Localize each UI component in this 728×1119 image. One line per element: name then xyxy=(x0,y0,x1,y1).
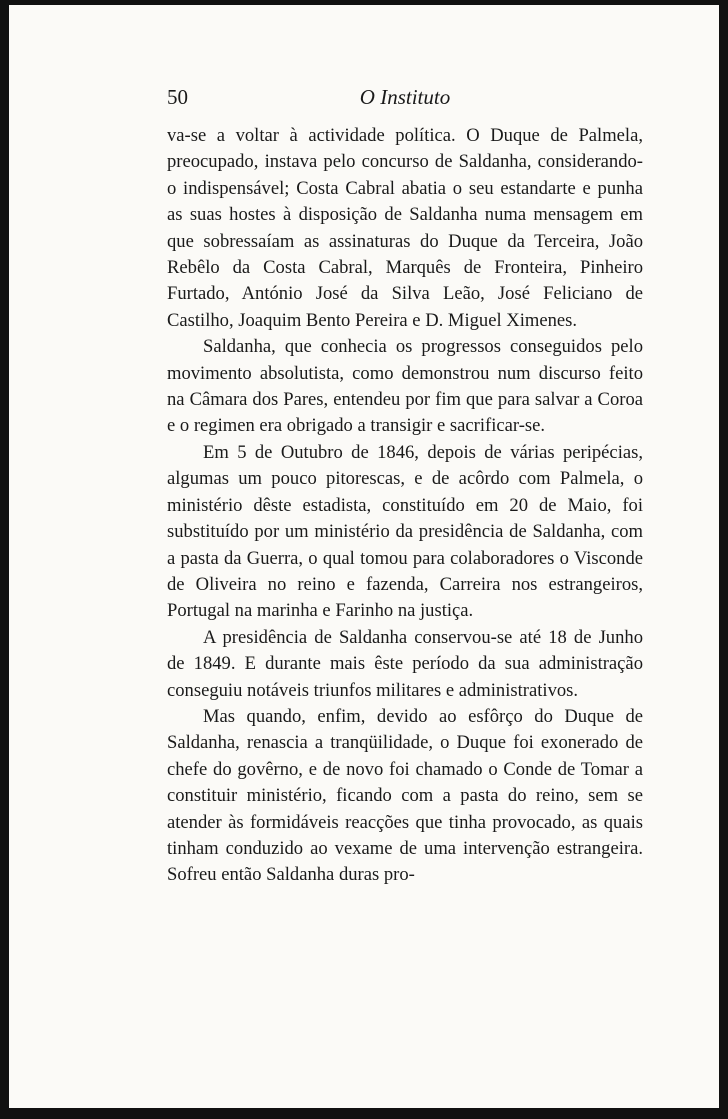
paragraph-1: va-se a voltar à actividade política. O Duque de Palmela, preocupado, instava pelo concurso de Saldanha, considerando-o indispensável; Costa Cabral abatia o seu estandarte e punha as suas hostes à disposição de Saldanha numa mensagem em que sobressaíam as assinaturas do Duque da Terceira, João Rebêlo da Costa Cabral, Marquês de Fronteira, Pinheiro Furtado, António José da Silva Leão, José Feliciano de Castilho, Joaquim Bento Pereira e D. Miguel Ximenes. xyxy=(167,125,643,331)
paragraph-2: Saldanha, que conhecia os progressos conseguidos pelo movimento absolutista, como demonstrou num discurso feito na Câmara dos Pares, entendeu por fim que para salvar a Coroa e o regimen era obrigado a transigir e sacrificar-se. xyxy=(167,336,643,437)
paragraph-3: Em 5 de Outubro de 1846, depois de várias peripécias, algumas um pouco pitorescas, e de acôrdo com Palmela, o ministério dêste estadista, constituído em 20 de Maio, foi substituído por um ministério da presidência de Saldanha, com a pasta da Guerra, o qual tomou para colaboradores o Visconde de Oliveira no reino e fazenda, Carreira nos estrangeiros, Portugal na marinha e Farinho na justiça. xyxy=(167,441,643,622)
book-page xyxy=(9,5,719,1108)
paragraph-4: A presidência de Saldanha conservou-se até 18 de Junho de 1849. E durante mais êste período da sua administração conseguiu notáveis triunfos militares e administrativos. xyxy=(167,626,643,701)
paragraph-5: Mas quando, enfim, devido ao esfôrço do Duque de Saldanha, renascia a tranqüilidade, o Duque foi exonerado de chefe do govêrno, e de novo foi chamado o Conde de Tomar a constituir ministério, ficando com a pasta do reino, sem se atender às formidáveis reacções que tinha provocado, as quais tinham conduzido ao vexame de uma intervenção estrangeira. Sofreu então Saldanha duras pro- xyxy=(167,705,643,886)
body-text xyxy=(167,123,643,889)
running-title: O Instituto xyxy=(359,85,451,109)
page-number: 50 xyxy=(167,85,188,109)
page-header xyxy=(167,85,643,115)
